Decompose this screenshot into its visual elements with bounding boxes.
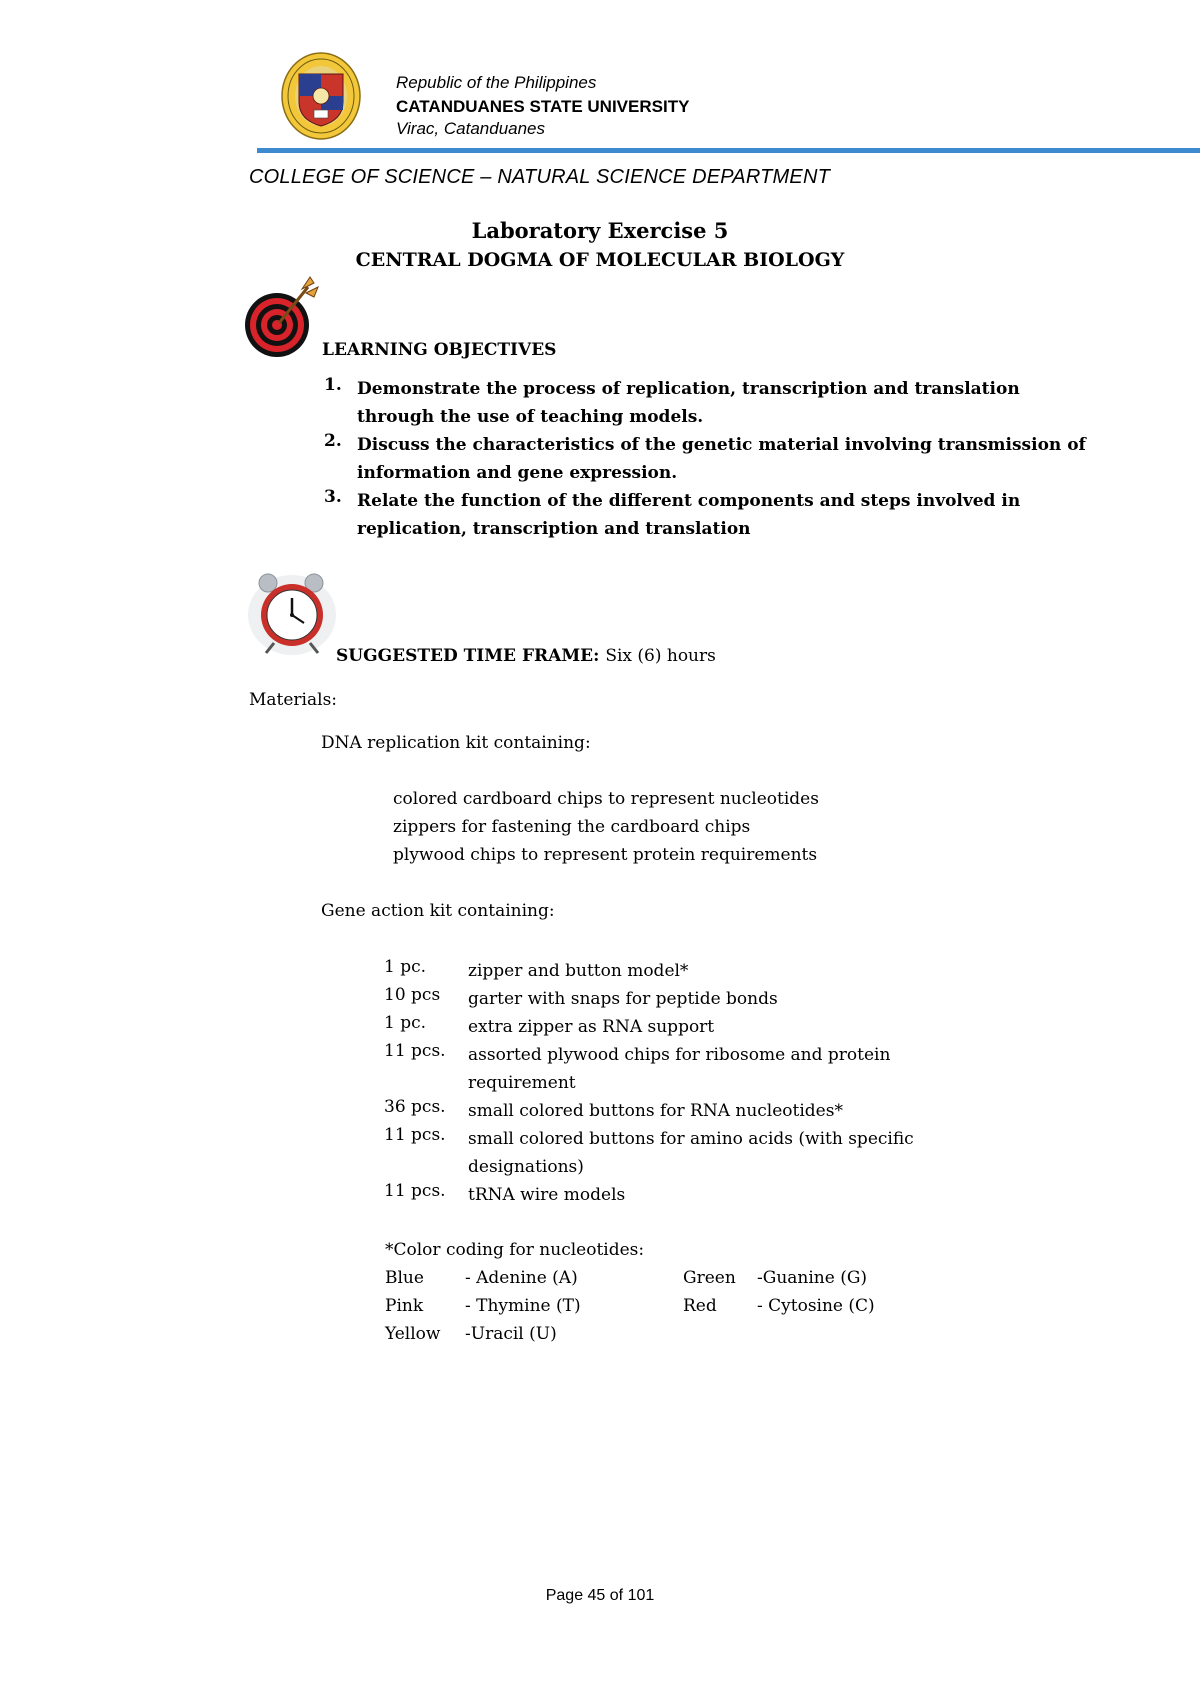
item-quantity: 1 pc. [384,957,427,977]
item-description: small colored buttons for RNA nucleotides* [468,1101,843,1121]
color-name: Blue [385,1268,424,1288]
exercise-title: Laboratory Exercise 5 [471,218,729,243]
color-name: Pink [385,1296,424,1316]
materials-label: Materials: [249,690,338,710]
list-item: plywood chips to represent protein requirements [393,845,818,865]
page-number: Page 45 of 101 [545,1587,655,1604]
target-icon [244,275,319,361]
list-item: zippers for fastening the cardboard chips [393,817,751,837]
item-quantity: 11 pcs. [384,1125,446,1145]
item-description: extra zipper as RNA support [468,1017,715,1037]
timeframe-label: SUGGESTED TIME FRAME: [336,646,600,666]
nucleotide-base: - Thymine (T) [465,1296,581,1316]
item-quantity: 1 pc. [384,1013,427,1033]
objective-text: Discuss the characteristics of the genetic material involving transmission of information and gene expression. [357,435,1086,483]
college-department: COLLEGE OF SCIENCE – NATURAL SCIENCE DEPARTMENT [249,166,831,188]
suggested-time-frame [336,646,716,666]
objective-text: Relate the function of the different components and steps involved in replication, transcription and translation [357,491,1021,539]
nucleotide-base: -Uracil (U) [465,1324,557,1344]
color-name: Yellow [385,1324,441,1344]
list-item: colored cardboard chips to represent nucleotides [393,789,819,809]
item-description: assorted plywood chips for ribosome and protein requirement [468,1045,891,1093]
color-name: Red [683,1296,717,1316]
header-location: Virac, Catanduanes [396,119,546,138]
objective-number: 1. [324,375,342,395]
item-description: small colored buttons for amino acids (with specific designations) [468,1129,914,1177]
university-seal-logo [281,52,361,140]
objective-number: 3. [324,487,342,507]
item-description: tRNA wire models [468,1185,626,1205]
color-name: Green [683,1268,736,1288]
color-coding-heading: *Color coding for nucleotides: [385,1240,645,1260]
header-university-name: CATANDUANES STATE UNIVERSITY [396,97,690,116]
gene-kit-heading: Gene action kit containing: [321,901,555,921]
objective-number: 2. [324,431,342,451]
exercise-topic: CENTRAL DOGMA OF MOLECULAR BIOLOGY [355,249,845,271]
objective-text: Demonstrate the process of replication, transcription and translation through the use of teaching models. [357,379,1020,427]
nucleotide-base: - Cytosine (C) [757,1296,875,1316]
nucleotide-base: - Adenine (A) [465,1268,578,1288]
header-republic: Republic of the Philippines [396,73,597,92]
item-description: zipper and button model* [468,961,689,981]
objectives-heading: LEARNING OBJECTIVES [322,340,557,360]
item-description: garter with snaps for peptide bonds [468,989,778,1009]
item-quantity: 11 pcs. [384,1041,446,1061]
nucleotide-base: -Guanine (G) [757,1268,868,1288]
alarm-clock-icon [246,565,338,657]
timeframe-value: Six (6) hours [605,646,716,666]
dna-kit-heading: DNA replication kit containing: [321,733,591,753]
item-quantity: 36 pcs. [384,1097,446,1117]
item-quantity: 10 pcs [384,985,441,1005]
header-rule [257,148,1200,153]
item-quantity: 11 pcs. [384,1181,446,1201]
